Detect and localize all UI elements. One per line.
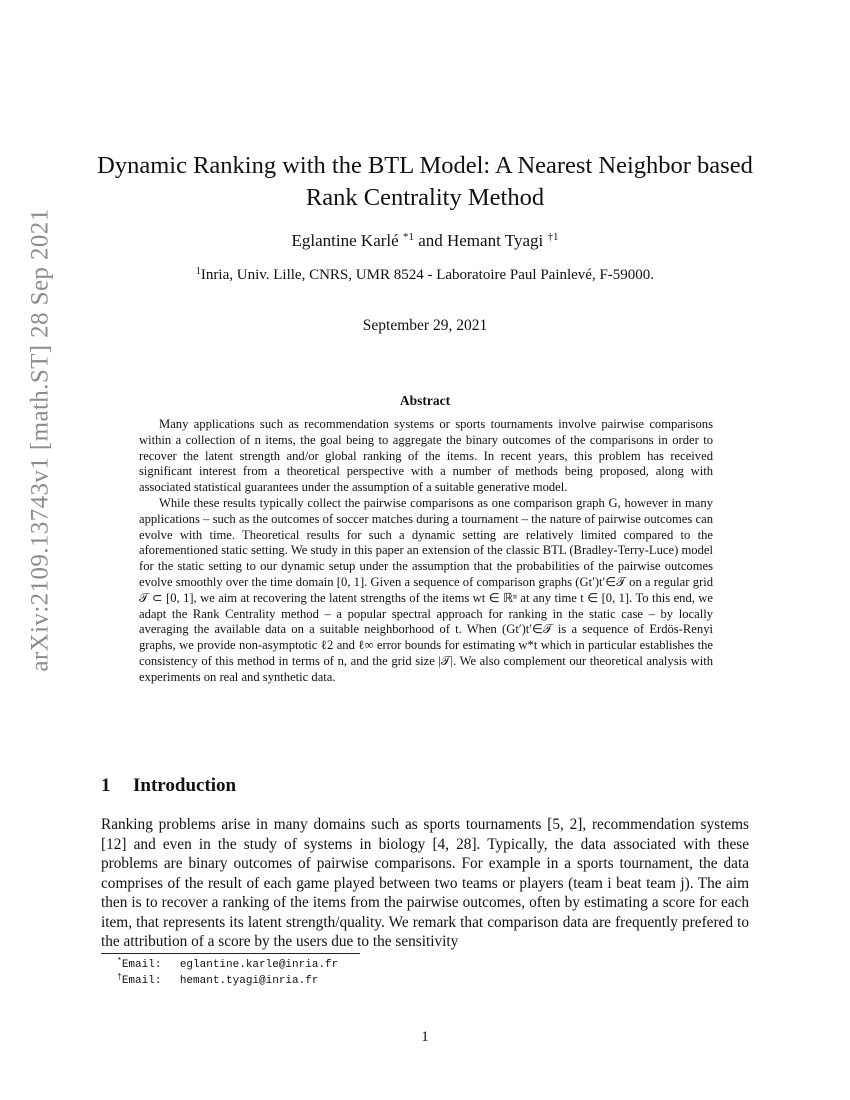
footnote-2-mark: † <box>117 973 122 982</box>
paper-title-line-1: Dynamic Ranking with the BTL Model: A Nearest Neighbor based <box>97 152 753 179</box>
author-2-marks: †1 <box>547 231 559 243</box>
author-2-name: Hemant Tyagi <box>446 231 544 250</box>
abstract-paragraph-2: While these results typically collect the pairwise comparisons as one comparison graph G, however in many applications – such as the outcomes of soccer matches during a tournament – the nature of pairwise outcomes can evolve with time. Theoretical results for such a dynamic setting are relatively limited compared to the aforementioned static setting. We study in this paper an extension of the classic BTL (Bradley-Terry-Luce) model for the static setting to our dynamic setup under the assumption that the probabilities of the pairwise outcomes evolve smoothly over the time domain [0, 1]. Given a sequence of comparison graphs (Gt′)t′∈𝒯 on a regular grid 𝒯 ⊂ [0, 1], we aim at recovering the latent strengths of the items wt ∈ ℝⁿ at any time t ∈ [0, 1]. To this end, we adapt the Rank Centrality method – a popular spectral approach for ranking in the static case – by locally averaging the available data on a suitable neighborhood of t. When (Gt′)t′∈𝒯 is a sequence of Erdös-Renyi graphs, we provide non-asymptotic ℓ2 and ℓ∞ error bounds for estimating w*t which in particular establishes the consistency of this method in terms of n, and the grid size |𝒯|. We also complement our theoretical analysis with experiments on real and synthetic data. <box>139 495 713 684</box>
footnote-2 <box>117 973 338 989</box>
author-1-name: Eglantine Karlé <box>291 231 399 250</box>
paper-title-line-2: Rank Centrality Method <box>305 184 545 211</box>
author-connector: and <box>418 231 443 250</box>
introduction-paragraph: Ranking problems arise in many domains such as sports tournaments [5, 2], recommendation systems [12] and even in the study of systems in biology [4, 28]. Typically, the data associated with these problems are binary outcomes of pairwise comparisons. For example in a sports tournament, the data comprises of the result of each game played between two teams or players (team i beat team j). The aim then is to recover a ranking of the items from the pairwise outcomes, often by estimating a score for each item, that represents its latent strength/quality. We remark that comparison data are frequently prefered to the attribution of a score by the users due to the sensitivity <box>101 816 749 950</box>
footnote-1-label: Email: <box>121 959 162 971</box>
footnote-1-email: eglantine.karle@inria.fr <box>179 959 339 971</box>
affiliation-mark: 1 <box>195 266 201 277</box>
footnote-1 <box>117 957 338 973</box>
paper-title <box>80 150 770 214</box>
affiliation <box>80 266 770 284</box>
footnote-2-label: Email: <box>121 975 162 987</box>
section-title: Introduction <box>133 775 237 796</box>
author-list <box>100 231 750 251</box>
affiliation-text: Inria, Univ. Lille, CNRS, UMR 8524 - Laboratoire Paul Painlevé, F-59000. <box>200 267 655 283</box>
author-1-marks: *1 <box>402 231 414 243</box>
arxiv-identifier-text: arXiv:2109.13743v1 [math.ST] 28 Sep 2021 <box>27 208 54 672</box>
section-heading-introduction <box>101 775 236 797</box>
abstract-paragraph-1: Many applications such as recommendation systems or sports tournaments involve pairwise comparisons within a collection of n items, the goal being to aggregate the binary outcomes of the comparisons in order to recover the latent strength and/or global ranking of the items. In recent years, this problem has received significant interest from a theoretical perspective with a number of methods being proposed, along with associated statistical guarantees under the assumption of a suitable generative model. <box>139 417 713 495</box>
footnote-divider <box>101 953 360 954</box>
section-number: 1 <box>101 775 111 796</box>
arxiv-identifier-stamp <box>18 80 64 800</box>
footnote-1-mark: * <box>117 957 122 966</box>
publication-date: September 29, 2021 <box>362 317 488 334</box>
abstract-heading: Abstract <box>399 393 451 408</box>
footnotes <box>117 957 338 989</box>
page-number: 1 <box>421 1029 429 1045</box>
introduction-body <box>101 815 749 952</box>
footnote-2-email: hemant.tyagi@inria.fr <box>179 975 319 987</box>
abstract-body <box>139 417 713 686</box>
